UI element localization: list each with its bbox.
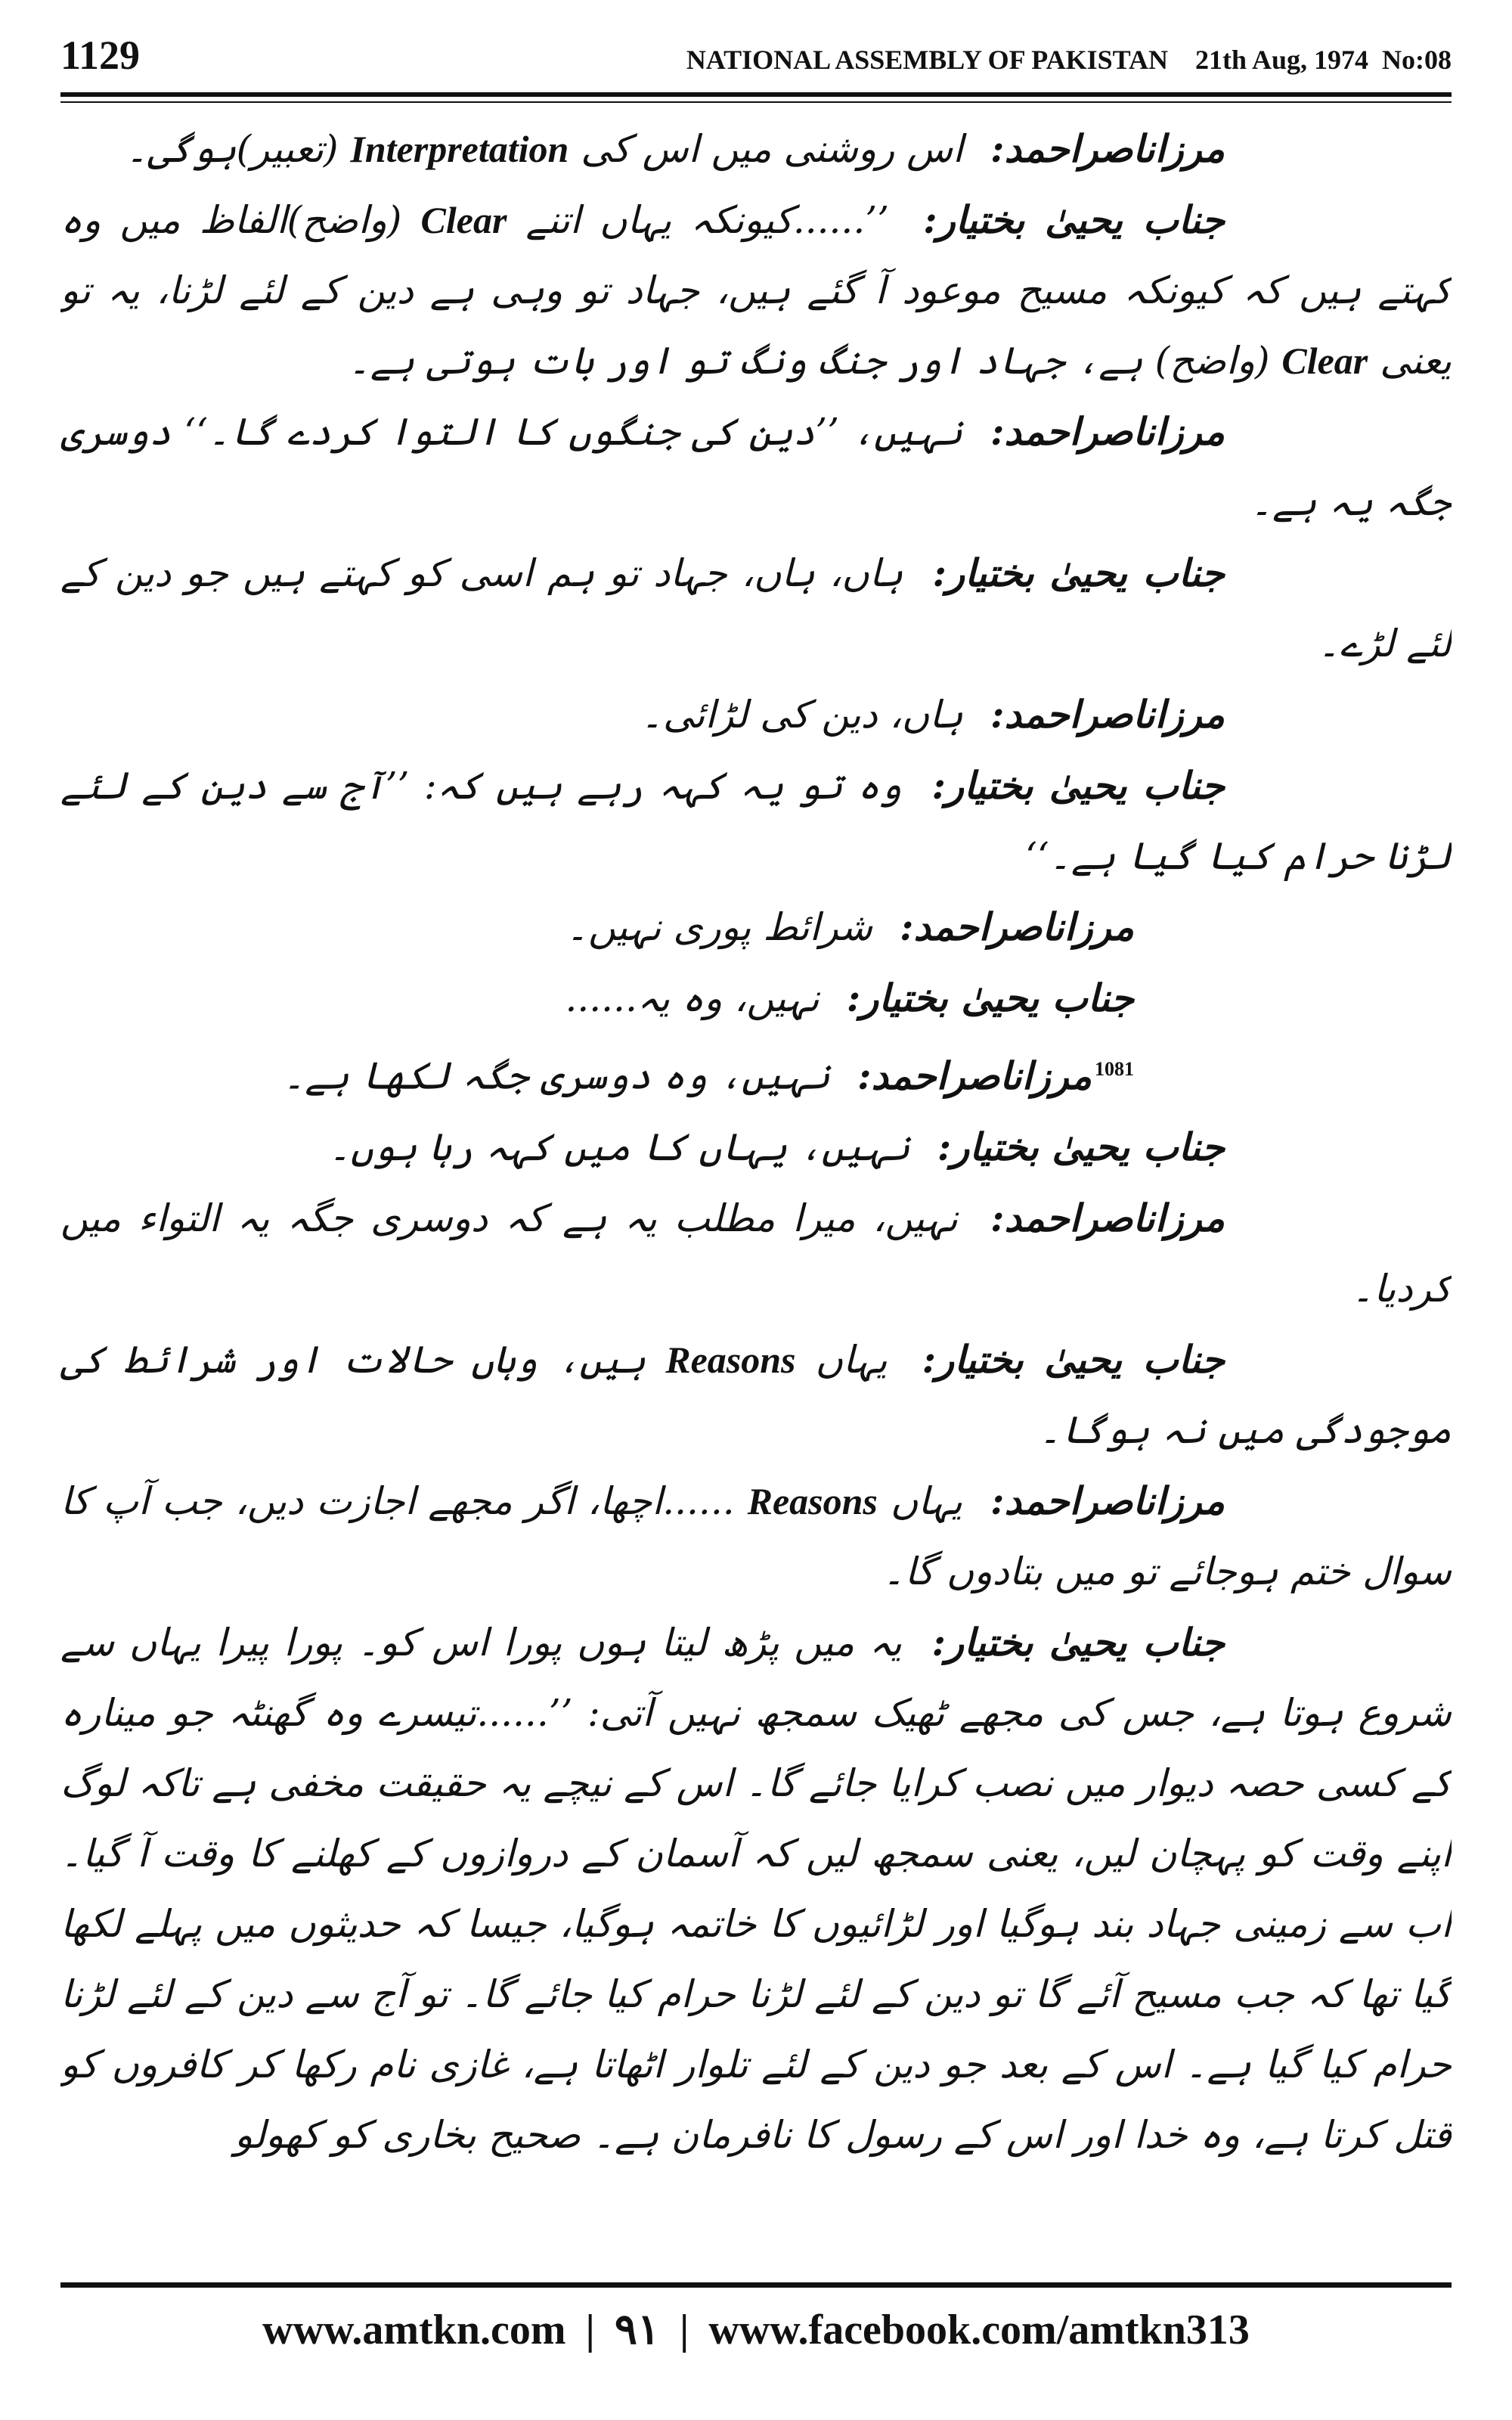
transcript-paragraph: جناب یحییٰ بختیار : ’’......کیونکہ یہاں اتنے Clear (واضح)الفاظ میں وہ کہتے ہیں کہ کیونکہ مسیح موعود آ گئے ہیں، جہاد تو وہی ہے دین کے لئے لڑنا، یہ تو یعنی Clear (واضح) ہے، جہاد اور جنگ ونگ تو اور بات ہوتی ہے۔ [60,185,1452,396]
footer-rule [60,2282,1452,2288]
transcript-paragraph: جناب یحییٰ بختیار : نہیں، وہ یہ...... [60,963,1452,1034]
footer-separator: | [679,2307,689,2353]
header-rule [60,92,1452,103]
speaker-name: جناب یحییٰ بختیار : [922,1125,1225,1169]
running-title [686,44,1452,76]
speaker-name: مرزاناصراحمد : [975,1196,1225,1240]
speaker-name: جناب یحییٰ بختیار : [916,1620,1225,1665]
speaker-name: جناب یحییٰ بختیار : [916,763,1225,808]
transcript-paragraph: $^{1081}$مرزاناصراحمد : نہیں، وہ دوسری جگہ لکھا ہے۔ [60,1034,1452,1112]
english-term: Clear [1281,340,1368,382]
speaker-name: جناب یحییٰ بختیار : [832,976,1134,1020]
transcript-paragraph: جناب یحییٰ بختیار : نہیں، یہاں کا میں کہہ رہا ہوں۔ [60,1112,1452,1183]
speaker-name: مرزاناصراحمد : [975,692,1225,737]
speaker-name: جناب یحییٰ بختیار : [907,1337,1225,1382]
speaker-name: مرزاناصراحمد : [885,904,1134,949]
english-term: Reasons [747,1479,878,1522]
transcript-paragraph: جناب یحییٰ بختیار : وہ تو یہ کہہ رہے ہیں کہ: ’’آج سے دین کے لئے لڑنا حرام کیا گیا ہے۔‘‘ [60,750,1452,892]
transcript-paragraph: مرزاناصراحمد : شرائط پوری نہیں۔ [60,892,1452,963]
page-marker: ۹۱ [614,2307,660,2353]
transcript-paragraph: مرزاناصراحمد : نہیں، میرا مطلب یہ ہے کہ دوسری جگہ یہ التواء میں کردیا۔ [60,1183,1452,1324]
transcript-paragraph: جناب یحییٰ بختیار : ہاں، ہاں، جہاد تو ہم اسی کو کہتے ہیں جو دین کے لئے لڑے۔ [60,538,1452,679]
footnote-marker: 1081 [1095,1058,1134,1080]
speaker-name: مرزاناصراحمد : [975,409,1225,454]
speaker-name: مرزاناصراحمد : [975,126,1225,171]
transcript-paragraph: مرزاناصراحمد : نہیں، ’’دین کی جنگوں کا التوا کردے گا۔‘‘ دوسری جگہ یہ ہے۔ [60,396,1452,538]
assembly-title: NATIONAL ASSEMBLY OF PAKISTAN [686,45,1168,75]
session-number: No:08 [1382,45,1452,75]
transcript-paragraph: مرزاناصراحمد : یہاں Reasons ......اچھا، اگر مجھے اجازت دیں، جب آپ کا سوال ختم ہوجائے تو میں بتادوں گا۔ [60,1466,1452,1607]
page-number: 1129 [60,33,141,78]
transcript-paragraph: جناب یحییٰ بختیار : یہ میں پڑھ لیتا ہوں پورا اس کو۔ پورا پیرا یہاں سے شروع ہوتا ہے، جس کی مجھے ٹھیک سمجھ نہیں آتی: ’’......تیسرے وہ گھنٹہ جو مینارہ کے کسی حصہ دیوار میں نصب کرایا جائے گا۔ اس کے نیچے یہ حقیقت مخفی ہے تاکہ لوگ اپنے وقت کو پہچان لیں، یعنی سمجھ لیں کہ آسمان کے دروازوں کے کھلنے کا وقت آ گیا۔ اب سے زمینی جہاد بند ہوگیا اور لڑائیوں کا خاتمہ ہوگیا، جیسا کہ حدیثوں میں پہلے لکھا گیا تھا کہ جب مسیح آئے گا تو دین کے لئے لڑنا حرام کیا جائے گا۔ تو آج سے دین کے لئے لڑنا حرام کیا گیا ہے۔ اس کے بعد جو دین کے لئے تلوار اٹھاتا ہے، غازی نام رکھا کر کافروں کو قتل کرتا ہے، وہ خدا اور اس کے رسول کا نافرمان ہے۔ صحیح بخاری کو کھولو [60,1607,1452,2170]
website-link[interactable]: www.amtkn.com [262,2307,566,2353]
speaker-name: جناب یحییٰ بختیار : [918,551,1225,595]
transcript-body [60,113,1452,2273]
transcript-paragraph: مرزاناصراحمد : ہاں، دین کی لڑائی۔ [60,679,1452,750]
speaker-name: جناب یحییٰ بختیار : [908,197,1225,242]
transcript-paragraph: مرزاناصراحمد : اس روشنی میں اس کی Interpretation (تعبیر)ہوگی۔ [60,113,1452,185]
footer-separator: | [585,2307,595,2353]
page-footer [60,2305,1452,2373]
speaker-name: مرزاناصراحمد : [842,1053,1092,1098]
english-term: Interpretation [350,128,569,170]
page-header [60,26,1452,94]
english-term: Clear [420,199,507,241]
facebook-link[interactable]: www.facebook.com/amtkn313 [708,2307,1250,2353]
english-term: Reasons [665,1338,796,1381]
transcript-paragraph: جناب یحییٰ بختیار : یہاں Reasons ہیں، وہاں حالات اور شرائط کی موجودگی میں نہ ہوگا۔ [60,1324,1452,1466]
session-date: 21th Aug, 1974 [1194,45,1368,75]
speaker-name: مرزاناصراحمد : [975,1478,1225,1523]
